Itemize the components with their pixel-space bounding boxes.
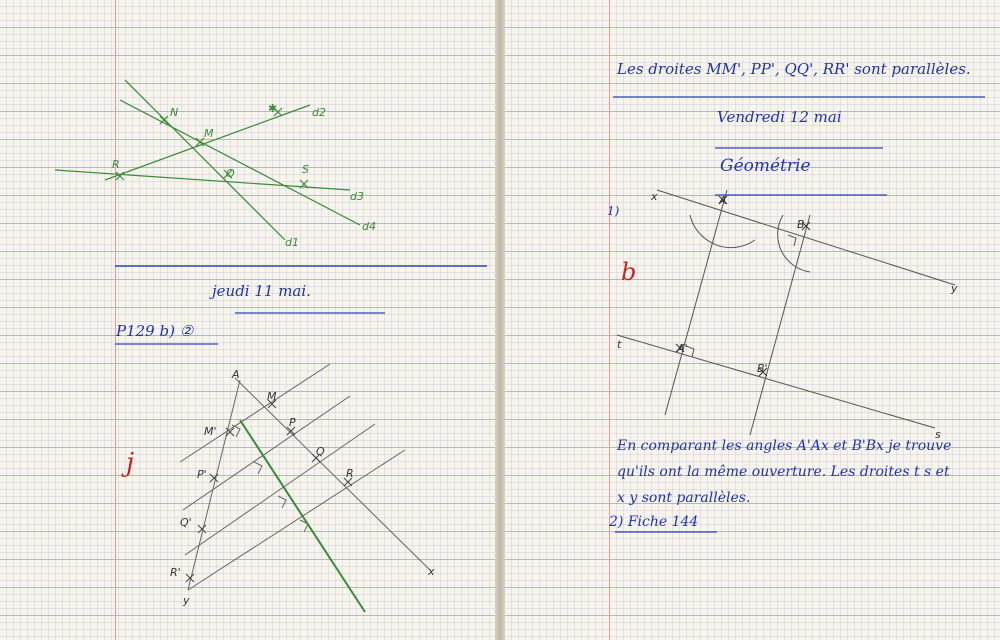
comparison-line-1: En comparant les angles A'Ax et B'Bx je trouve: [617, 438, 952, 454]
label-S: S: [302, 163, 309, 176]
line-ts: [617, 335, 935, 428]
parallel-statement: Les droites MM', PP', QQ', RR' sont parallèles.: [617, 60, 971, 78]
lesson-date-right: Vendredi 12 mai: [717, 108, 842, 126]
line-d1: [125, 80, 285, 240]
comparison-line-3: x y sont parallèles.: [617, 490, 751, 506]
label-R-prime: R': [170, 566, 181, 579]
label-star: ✱: [268, 102, 278, 115]
label-M-fig2: M: [267, 390, 277, 403]
label-d1: d1: [285, 236, 299, 249]
label-y-right: y: [951, 282, 958, 295]
label-M-prime: M': [204, 425, 217, 438]
parallel-lines-figure: [170, 364, 435, 612]
label-t: t: [617, 338, 622, 351]
lesson-date-left: jeudi 11 mai.: [212, 282, 311, 300]
label-Q-fig2: Q: [316, 445, 325, 458]
left-notebook-page: [0, 0, 495, 640]
label-P-prime: P': [197, 468, 207, 481]
item-2-fiche: 2) Fiche 144: [609, 514, 699, 530]
label-R: R: [112, 158, 120, 171]
label-d2: d2: [312, 106, 326, 119]
label-s: s: [935, 428, 941, 441]
label-R-fig2: R: [346, 467, 354, 480]
comparison-line-2: qu'ils ont la même ouverture. Les droites t s et: [617, 464, 950, 480]
label-y: y: [183, 594, 190, 607]
label-B-prime: B': [757, 362, 768, 375]
label-Q: Q: [226, 167, 235, 180]
subject-heading: Géométrie: [720, 156, 811, 176]
label-x-right: x: [651, 190, 658, 203]
label-N: N: [170, 106, 179, 119]
line-d2: [105, 105, 310, 180]
right-page-figure: [505, 0, 1000, 640]
label-Q-prime: Q': [180, 516, 192, 529]
label-d3: d3: [350, 190, 364, 203]
label-A: A: [232, 368, 240, 381]
label-M: M: [204, 127, 214, 140]
margin-grade-right: b: [621, 258, 637, 286]
item-number-1: 1): [607, 204, 620, 218]
label-d4: d4: [362, 220, 376, 233]
margin-grade-left: j: [126, 448, 135, 478]
notebook-binding: [495, 0, 505, 640]
label-A-right: A: [719, 194, 727, 207]
green-lines-figure: [0, 0, 495, 640]
label-B-right: B: [797, 218, 805, 231]
label-P: P: [289, 416, 296, 429]
label-A-prime: A': [677, 342, 688, 355]
label-x: x: [428, 565, 435, 578]
exercise-reference: P129 b) ②: [116, 322, 194, 340]
right-notebook-page: [505, 0, 1000, 640]
